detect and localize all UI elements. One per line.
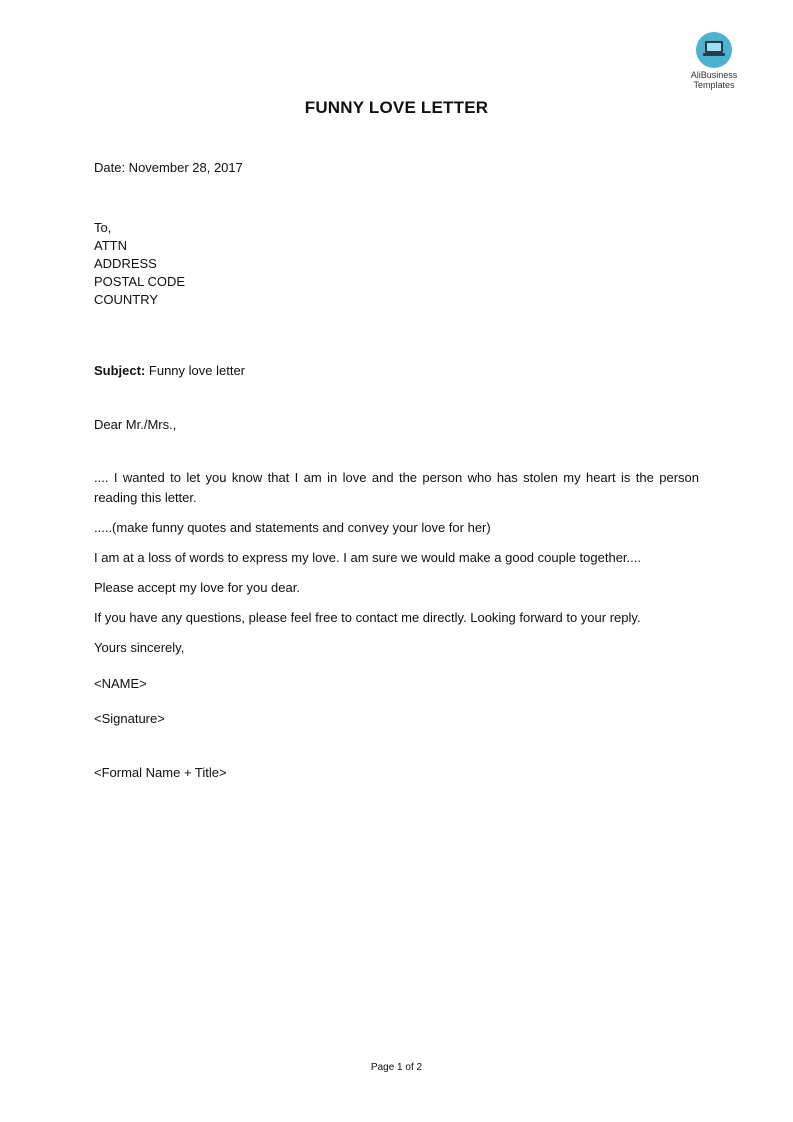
recipient-to: To, (94, 220, 112, 235)
logo-text-line1: AliBusiness (690, 70, 738, 80)
recipient-address: ADDRESS (94, 256, 157, 271)
document-title: FUNNY LOVE LETTER (304, 98, 489, 117)
body-paragraph: .....(make funny quotes and statements and convey your love for her) (94, 520, 491, 535)
signature-placeholder: <Signature> (94, 711, 165, 726)
page-number: Page 1 of 2 (370, 1062, 423, 1073)
logo-text-line2: Templates (693, 80, 735, 90)
recipient-attn: ATTN (94, 238, 127, 253)
recipient-country: COUNTRY (94, 292, 159, 307)
sender-name: <NAME> (94, 676, 147, 691)
letter-date: Date: November 28, 2017 (94, 160, 243, 175)
body-paragraph: If you have any questions, please feel free to contact me directly. Looking forward to your reply. (94, 610, 641, 625)
body-paragraph: .... I wanted to let you know that I am in love and the person who has stolen my heart is the person reading this letter. (94, 470, 699, 505)
laptop-icon (702, 40, 726, 58)
body-paragraph: Please accept my love for you dear. (94, 580, 300, 595)
subject-text: Funny love letter (145, 363, 246, 378)
formal-name-title: <Formal Name + Title> (94, 765, 227, 780)
company-logo (676, 32, 752, 90)
recipient-postal-code: POSTAL CODE (94, 274, 186, 289)
subject-line (94, 362, 245, 380)
logo-circle (696, 32, 732, 68)
salutation: Dear Mr./Mrs., (94, 417, 177, 432)
closing: Yours sincerely, (94, 640, 185, 655)
subject-label: Subject: (94, 363, 146, 378)
body-paragraph: I am at a loss of words to express my love. I am sure we would make a good couple together.... (94, 550, 641, 565)
